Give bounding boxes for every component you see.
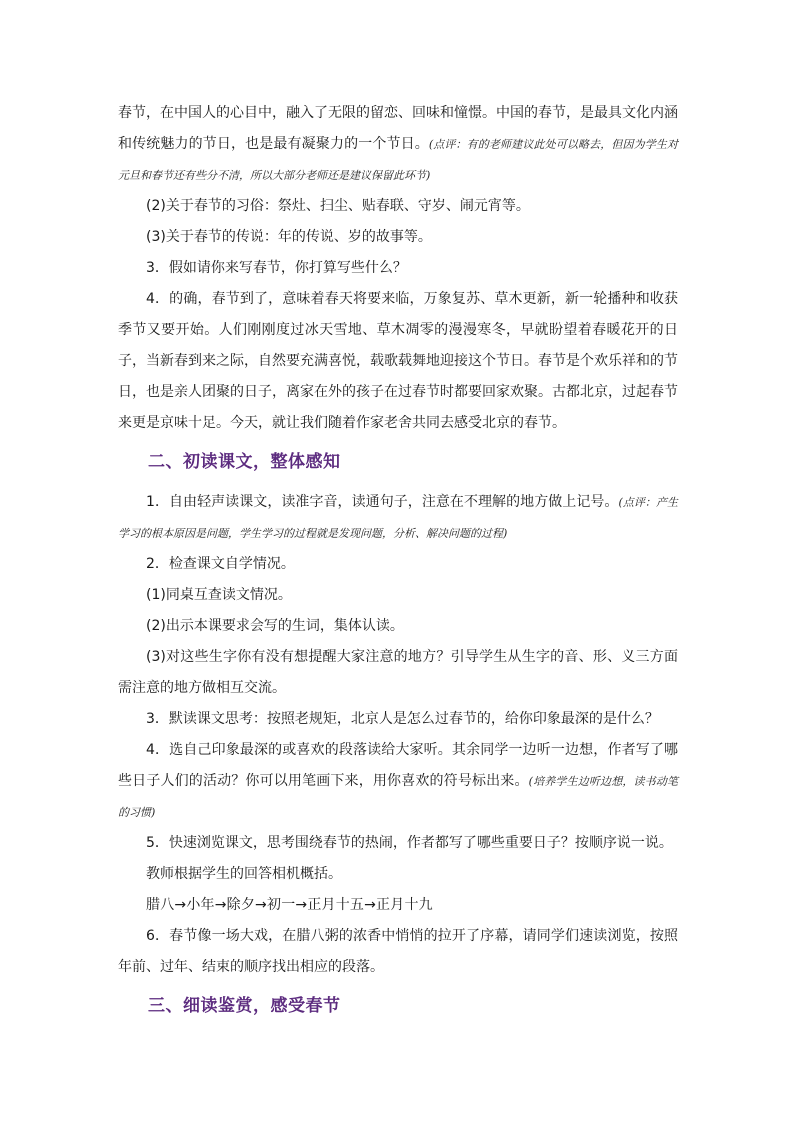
day-sequence: 腊八→小年→除夕→初一→正月十五→正月十九 (146, 897, 433, 913)
section-2-heading: 二、初读课文，整体感知 (148, 452, 341, 472)
intro-text: 春节，在中国人的心目中，融入了无限的留恋、回味和憧憬。中国的春节，是最具文化内涵和传统魅力的节日，也是最有凝聚力的一个节日。 (118, 105, 678, 152)
section-2-item-6: 6．春节像一场大戏，在腊八粥的浓香中悄悄的拉开了序幕，请同学们速读浏览，按照年前、过年、结束的顺序找出相应的段落。 (118, 928, 678, 975)
section-2-item-3: 3．默读课文思考：按照老规矩，北京人是怎么过春节的，给你印象最深的是什么？ (146, 711, 659, 727)
section-2-item-5: 5．快速浏览课文，思考围绕春节的热闹，作者都写了哪些重要日子？按顺序说一说。 (146, 835, 673, 851)
item-4-comment-note: (培养学生边听边想，读书动笔的习惯) (118, 775, 679, 819)
section-3-heading: 三、细读鉴赏，感受春节 (148, 996, 341, 1016)
customs-item: (2)关于春节的习俗：祭灶、扫尘、贴春联、守岁、闹元宵等。 (146, 198, 530, 214)
section-2-item-2-3: (3)对这些生字你有没有想提醒大家注意的地方？引导学生从生字的音、形、义三方面需注意的地方做相互交流。 (118, 649, 678, 696)
section-2-item-4 (118, 735, 678, 828)
question-3: 3．假如请你来写春节，你打算写些什么？ (146, 260, 407, 276)
section-2-item-2-2: (2)出示本课要求会写的生词，集体认读。 (146, 618, 404, 634)
section-2-item-2: 2．检查课文自学情况。 (146, 556, 295, 572)
document-body (118, 98, 678, 1031)
intro-comment-note: (点评：有的老师建议此处可以略去，但因为学生对元旦和春节还有些分不清，所以大部分老师还是建议保留此环节) (118, 138, 679, 182)
item-1-text: 1．自由轻声读课文，读准字音，读通句子，注意在不理解的地方做上记号。 (146, 494, 619, 510)
intro-paragraph (118, 98, 678, 191)
paragraph-4: 4．的确，春节到了，意味着春天将要来临，万象复苏、草木更新，新一轮播种和收获季节又要开始。人们刚刚度过冰天雪地、草木凋零的漫漫寒冬，早就盼望着春暖花开的日子，当新春到来之际，自然要充满喜悦，载歌载舞地迎接这个节日。春节是个欢乐祥和的节日，也是亲人团聚的日子，离家在外的孩子在过春节时都要回家欢聚。古都北京，过起春节来更是京味十足。今天，就让我们随着作家老舍共同去感受北京的春节。 (118, 291, 678, 431)
item-1-comment-note: (点评：产生学习的根本原因是问题，学生学习的过程就是发现问题，分析、解决问题的过程) (118, 496, 679, 540)
section-2-item-2-1: (1)同桌互查读文情况。 (146, 587, 292, 603)
legends-item: (3)关于春节的传说：年的传说、岁的故事等。 (146, 229, 432, 245)
item-4-text: 4．选自己印象最深的或喜欢的段落读给大家听。其余同学一边听一边想，作者写了哪些日子人们的活动？你可以用笔画下来，用你喜欢的符号标出来。 (118, 742, 678, 789)
section-2-item-1 (118, 487, 678, 549)
section-2-item-5-sub: 教师根据学生的回答相机概括。 (146, 866, 342, 882)
